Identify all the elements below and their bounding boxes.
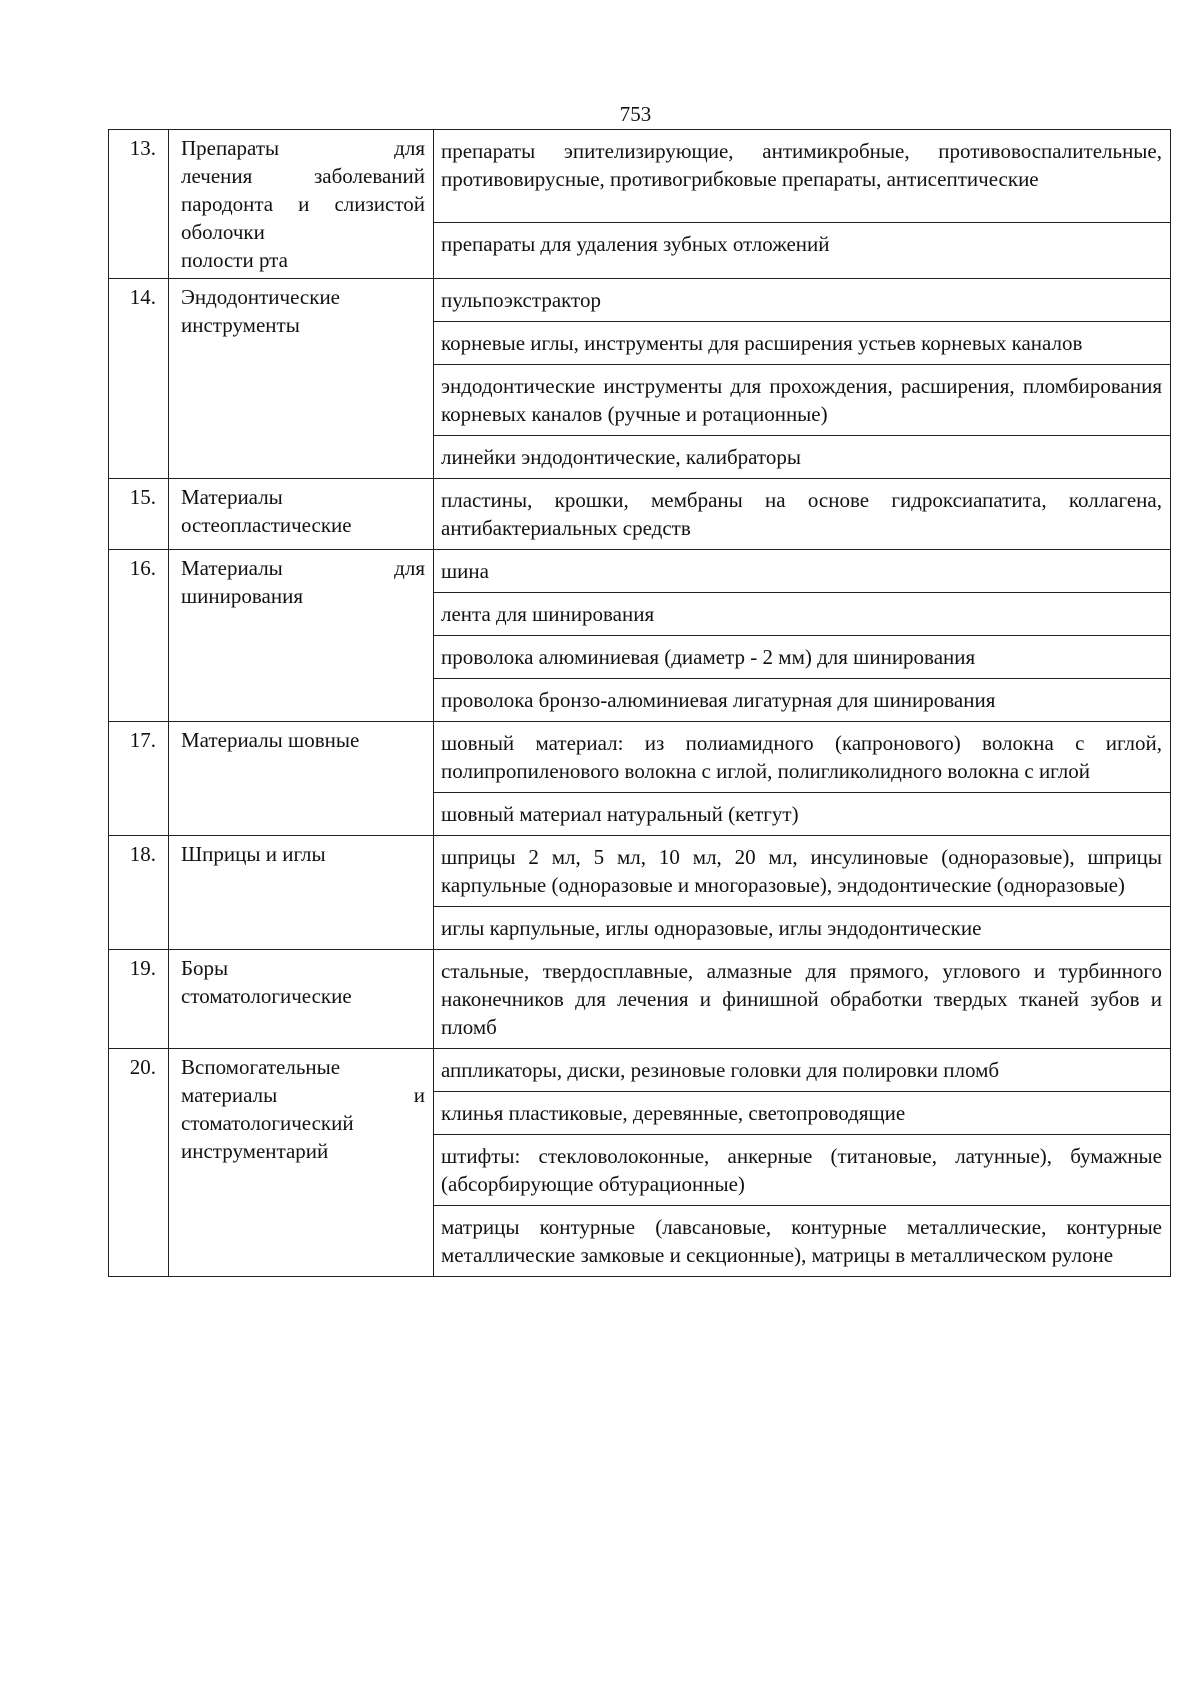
- item-description: лента для шинирования: [434, 593, 1171, 636]
- item-description: иглы карпульные, иглы одноразовые, иглы эндодонтические: [434, 907, 1171, 950]
- item-description: эндодонтические инструменты для прохождения, расширения, пломбирования корневых каналов (ручные и ротационные): [434, 365, 1171, 436]
- table-row: [109, 550, 1171, 593]
- row-number: 15.: [109, 479, 169, 550]
- group-name: [169, 479, 434, 550]
- row-number: 13.: [109, 130, 169, 279]
- group-name-line: шинирования: [181, 584, 303, 608]
- group-name-line: инструменты: [181, 313, 300, 337]
- group-name: [169, 722, 434, 836]
- item-description: штифты: стекловолоконные, анкерные (титановые, латунные), бумажные (абсорбирующие обтурационные): [434, 1135, 1171, 1206]
- row-number: 19.: [109, 950, 169, 1049]
- item-description: стальные, твердосплавные, алмазные для прямого, углового и турбинного наконечников для лечения и финишной обработки твердых тканей зубов и пломб: [434, 950, 1171, 1049]
- item-description: шовный материал натуральный (кетгут): [434, 793, 1171, 836]
- page-number: 753: [619, 102, 652, 126]
- equipment-table: [108, 129, 1171, 1277]
- item-description: препараты эпителизирующие, антимикробные, противовоспалительные, противовирусные, противогрибковые препараты, антисептические: [434, 130, 1171, 223]
- table-row: [109, 479, 1171, 550]
- table-row: [109, 130, 1171, 223]
- table-row: [109, 836, 1171, 907]
- group-name-line: инструментарий: [181, 1139, 329, 1163]
- group-name-line: стоматологический: [181, 1111, 354, 1135]
- group-name-line: материалы и: [181, 1083, 425, 1107]
- group-name: [169, 130, 434, 279]
- group-name-line: оболочки: [181, 220, 265, 244]
- group-name-line: Боры: [181, 956, 229, 980]
- group-name-line: Препараты для: [181, 136, 425, 160]
- item-description: шина: [434, 550, 1171, 593]
- group-name-line: остеопластические: [181, 513, 352, 537]
- group-name-line: стоматологические: [181, 984, 352, 1008]
- row-number: 18.: [109, 836, 169, 950]
- group-name-line: Материалы для: [181, 556, 425, 580]
- group-name-line: полости рта: [181, 248, 288, 272]
- group-name: [169, 550, 434, 722]
- group-name-line: лечения заболеваний: [181, 164, 425, 188]
- item-description: линейки эндодонтические, калибраторы: [434, 436, 1171, 479]
- table-row: [109, 279, 1171, 322]
- item-description: пластины, крошки, мембраны на основе гидроксиапатита, коллагена, антибактериальных средств: [434, 479, 1171, 550]
- table-row: [109, 950, 1171, 1049]
- group-name-line: Материалы шовные: [181, 728, 360, 752]
- item-description: препараты для удаления зубных отложений: [434, 222, 1171, 278]
- item-description: проволока бронзо-алюминиевая лигатурная для шинирования: [434, 679, 1171, 722]
- group-name: [169, 1049, 434, 1277]
- group-name-line: Шприцы и иглы: [181, 842, 326, 866]
- item-description: корневые иглы, инструменты для расширения устьев корневых каналов: [434, 322, 1171, 365]
- group-name-line: пародонта и слизистой: [181, 192, 425, 216]
- table-body: [109, 130, 1171, 1277]
- group-name-line: Материалы: [181, 485, 283, 509]
- item-description: клинья пластиковые, деревянные, светопроводящие: [434, 1092, 1171, 1135]
- row-number: 17.: [109, 722, 169, 836]
- row-number: 16.: [109, 550, 169, 722]
- group-name: [169, 279, 434, 479]
- group-name: [169, 836, 434, 950]
- group-name-line: Эндодонтические: [181, 285, 341, 309]
- item-description: шовный материал: из полиамидного (капронового) волокна с иглой, полипропиленового волокна с иглой, полигликолидного волокна с иглой: [434, 722, 1171, 793]
- item-description: проволока алюминиевая (диаметр - 2 мм) для шинирования: [434, 636, 1171, 679]
- row-number: 20.: [109, 1049, 169, 1277]
- item-description: матрицы контурные (лавсановые, контурные металлические, контурные металлические замковые и секционные), матрицы в металлическом рулоне: [434, 1206, 1171, 1277]
- item-description: шприцы 2 мл, 5 мл, 10 мл, 20 мл, инсулиновые (одноразовые), шприцы карпульные (одноразовые и многоразовые), эндодонтические (одноразовые): [434, 836, 1171, 907]
- item-description: аппликаторы, диски, резиновые головки для полировки пломб: [434, 1049, 1171, 1092]
- table-row: [109, 722, 1171, 793]
- group-name-line: Вспомогательные: [181, 1055, 341, 1079]
- group-name: [169, 950, 434, 1049]
- row-number: 14.: [109, 279, 169, 479]
- item-description: пульпоэкстрактор: [434, 279, 1171, 322]
- table-row: [109, 1049, 1171, 1092]
